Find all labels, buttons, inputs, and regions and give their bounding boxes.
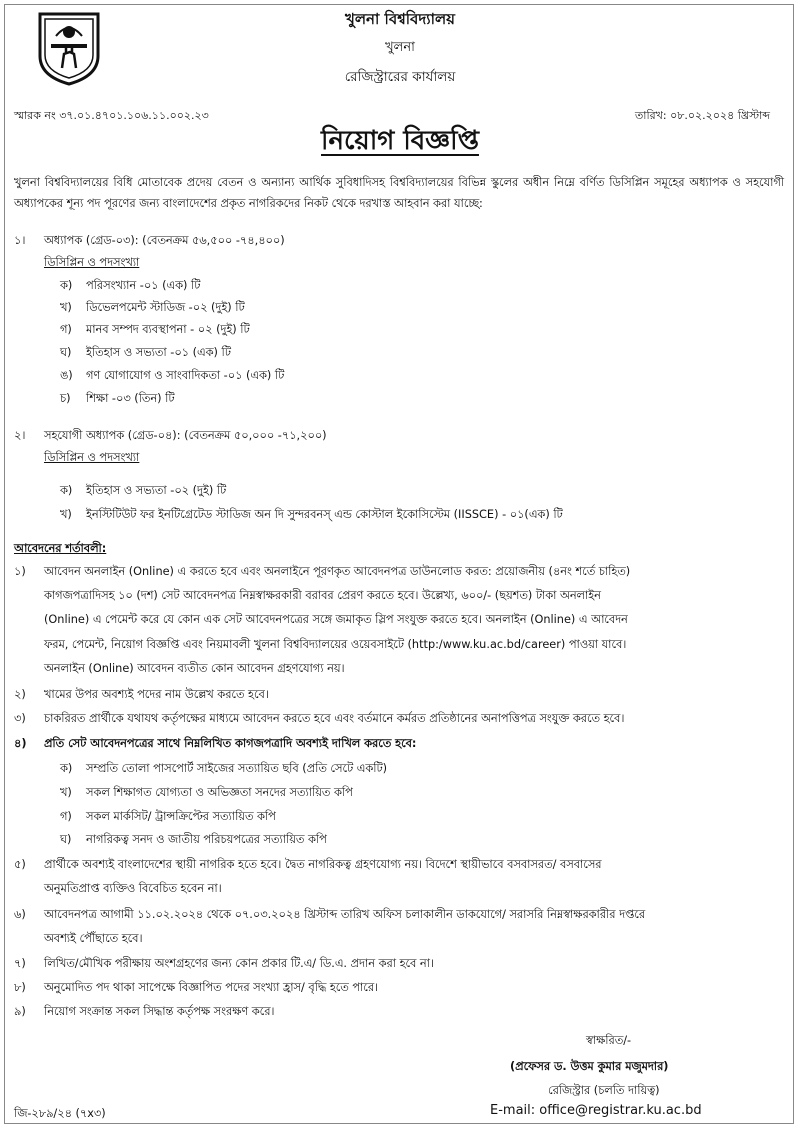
city-name: খুলনা (385, 40, 415, 55)
list-marker: ঘ) (60, 346, 72, 359)
intro-paragraph: খুলনা বিশ্ববিদ্যালয়ের বিধি মোতাবেক প্রদেয় বেতন ও অন্যান্য আর্থিক সুবিধাদিসহ বিশ্ববিদ্যালয়ের বিভিন্ন স্কুলের অধীন নিম্নে বর্ণিত ডিসিপ্লিন সমূহের অধ্যাপক ও সহযোগী অধ্যাপকের শূন্য পদ পূরণের জন্য বাংলাদেশের প্রকৃত নাগরিকদের নিকট থেকে দরখাস্ত আহবান করা যাচ্ছে: (14, 176, 784, 210)
memo-number: স্মারক নং ৩৭.০১.৪৭০১.১০৬.১১.০০২.২৩ (14, 109, 209, 122)
condition-2-text: খামের উপর অবশ্যই পদের নাম উল্লেখ করতে হবে। (44, 688, 269, 701)
list-item: ইতিহাস ও সভ্যতা -০২ (দুই) টি (86, 484, 227, 497)
condition-1-line: ফরম, পেমেন্ট, নিয়োগ বিজ্ঞপ্তি এবং নিয়মাবলী খুলনা বিশ্ববিদ্যালয়ের ওয়েবসাইটে (http:/www.ku.ac.bd/career) পাওয়া যাবে। (44, 638, 627, 651)
signatory-designation: রেজিস্ট্রার (চলতি দায়িত্ব) (548, 1084, 660, 1097)
condition-1-line: (Online) এ পেমেন্ট করে যে কোন এক সেট আবেদনপত্রের সঙ্গে জমাকৃত স্লিপ সংযুক্ত করতে হবে। অনলাইন (Online) এ আবেদন (44, 613, 628, 626)
list-marker: খ) (60, 301, 72, 314)
list-item: গণ যোগাযোগ ও সাংবাদিকতা -০১ (এক) টি (86, 369, 285, 382)
condition-4-text: প্রতি সেট আবেদনপত্রের সাথে নিম্নলিখিত কাগজপত্রাদি অবশ্যই দাখিল করতে হবে: (44, 737, 417, 750)
footer-code: জি-২৮৯/২৪ (৭x৩) (14, 1107, 106, 1120)
section-2-number: ২। (14, 429, 26, 442)
office-name: রেজিস্ট্রারের কার্যালয় (344, 69, 456, 85)
condition-1-line: আবেদন অনলাইন (Online) এ করতে হবে এবং অনলাইনে পূরণকৃত আবেদনপত্র ডাউনলোড করত: প্রয়োজনীয় (৪নং শর্তে চাহিত) (44, 565, 631, 578)
condition-number: ১) (14, 565, 26, 578)
list-item: ডিভেলপমেন্ট স্টাডিজ -০২ (দুই) টি (86, 301, 245, 314)
conditions-heading: আবেদনের শর্তাবলী: (14, 542, 107, 555)
signed-label: স্বাক্ষরিত/- (586, 1034, 632, 1047)
condition-number: ৯) (14, 1005, 26, 1018)
list-item: সম্প্রতি তোলা পাসপোর্ট সাইজের সত্যায়িত ছবি (প্রতি সেটে একটি) (86, 762, 388, 775)
list-marker: ঘ) (60, 833, 72, 846)
condition-number: ৩) (14, 712, 26, 725)
condition-number: ৬) (14, 908, 26, 921)
list-marker: গ) (60, 810, 72, 823)
condition-number: ৭) (14, 957, 26, 970)
signatory-name: (প্রফেসর ড. উত্তম কুমার মজুমদার) (510, 1060, 669, 1073)
list-marker: চ) (60, 392, 71, 405)
contact-email[interactable]: E-mail: office@registrar.ku.ac.bd (490, 1103, 702, 1118)
list-marker: ঙ) (60, 369, 73, 382)
condition-number: ৫) (14, 858, 26, 871)
section-2-subheading: ডিসিপ্লিন ও পদসংখ্যা (44, 451, 140, 464)
condition-8-text: অনুমোদিত পদ থাকা সাপেক্ষে বিজ্ঞাপিত পদের সংখ্যা হ্রাস/ বৃদ্ধি হতে পারে। (44, 981, 379, 994)
condition-5-line: অনুমতিপ্রাপ্ত ব্যক্তিও বিবেচিত হবেন না। (44, 882, 222, 895)
list-item: সকল মার্কসিট/ ট্রান্সক্রিপ্টের সত্যায়িত কপি (86, 810, 276, 823)
section-1-number: ১। (14, 234, 26, 247)
list-marker: খ) (60, 786, 72, 799)
condition-6-line: অবশ্যই পৌঁছাতে হবে। (44, 932, 143, 945)
section-2-title: সহযোগী অধ্যাপক (গ্রেড-০৪): (বেতনক্রম ৫০,০০০ -৭১,২০০) (44, 429, 327, 442)
list-marker: ক) (60, 484, 73, 497)
list-item: নাগরিকত্ব সনদ ও জাতীয় পরিচয়পত্রের সত্যায়িত কপি (86, 833, 327, 846)
condition-7-text: লিখিত/মৌখিক পরীক্ষায় অংশগ্রহণের জন্য কোন প্রকার টি.এ/ ডি.এ. প্রদান করা হবে না। (44, 957, 434, 970)
section-1-title: অধ্যাপক (গ্রেড-০৩): (বেতনক্রম ৫৬,৫০০ -৭৪,৪০০) (44, 234, 285, 247)
condition-number: ২) (14, 688, 26, 701)
list-item: শিক্ষা -০৩ (তিন) টি (86, 392, 175, 405)
condition-3-text: চাকরিরত প্রার্থীকে যথাযথ কর্তৃপক্ষের মাধ্যমে আবেদন করতে হবে এবং বর্তমানে কর্মরত প্রতিষ্ঠানের অনাপত্তিপত্র সংযুক্ত করতে হবে। (44, 712, 625, 725)
condition-number: ৪) (14, 737, 27, 750)
list-item: পরিসংখ্যান -০১ (এক) টি (86, 279, 201, 292)
condition-number: ৮) (14, 981, 26, 994)
university-name: খুলনা বিশ্ববিদ্যালয় (345, 10, 455, 28)
list-marker: গ) (60, 323, 72, 336)
list-marker: ক) (60, 279, 73, 292)
notice-title: নিয়োগ বিজ্ঞপ্তি (321, 126, 479, 156)
list-item: মানব সম্পদ ব্যবস্থাপনা - ০২ (দুই) টি (86, 323, 250, 336)
condition-1-line: কাগজপত্রাদিসহ ১০ (দশ) সেট আবেদনপত্র নিম্নস্বাক্ষরকারী বরাবর প্রেরণ করতে হবে। উল্লেখ্য, ৬০০/- (ছয়শত) টাকা অনলাইন (44, 589, 601, 602)
condition-5-line: প্রার্থীকে অবশ্যই বাংলাদেশের স্থায়ী নাগরিক হতে হবে। দ্বৈত নাগরিকত্ব গ্রহণযোগ্য নয়। বিদেশে স্থায়ীভাবে বসবাসরত/ বসবাসের (44, 858, 602, 871)
notice-date: তারিখ: ০৮.০২.২০২৪ খ্রিস্টাব্দ (635, 109, 770, 122)
condition-1-line: অনলাইন (Online) আবেদন ব্যতীত কোন আবেদন গ্রহণযোগ্য নয়। (44, 662, 345, 675)
list-item: সকল শিক্ষাগত যোগ্যতা ও অভিজ্ঞতা সনদের সত্যায়িত কপি (86, 786, 353, 799)
list-item: ইনস্টিটিউট ফর ইনটিগ্রেটেড স্টাডিজ অন দি সুন্দরবনস্ এন্ড কোস্টাল ইকোসিস্টেম (IISSCE) - ০১(এক) টি (86, 508, 563, 521)
list-marker: খ) (60, 508, 72, 521)
list-item: ইতিহাস ও সভ্যতা -০১ (এক) টি (86, 346, 231, 359)
section-1-subheading: ডিসিপ্লিন ও পদসংখ্যা (44, 256, 140, 269)
condition-6-line: আবেদনপত্র আগামী ১১.০২.২০২৪ থেকে ০৭.০৩.২০২৪ খ্রিস্টাব্দ তারিখ অফিস চলাকালীন ডাকযোগে/ সরাসরি নিম্নস্বাক্ষরকারীর দপ্তরে (44, 908, 646, 921)
condition-9-text: নিয়োগ সংক্রান্ত সকল সিদ্ধান্ত কর্তৃপক্ষ সংরক্ষণ করে। (44, 1005, 275, 1018)
list-marker: ক) (60, 762, 73, 775)
